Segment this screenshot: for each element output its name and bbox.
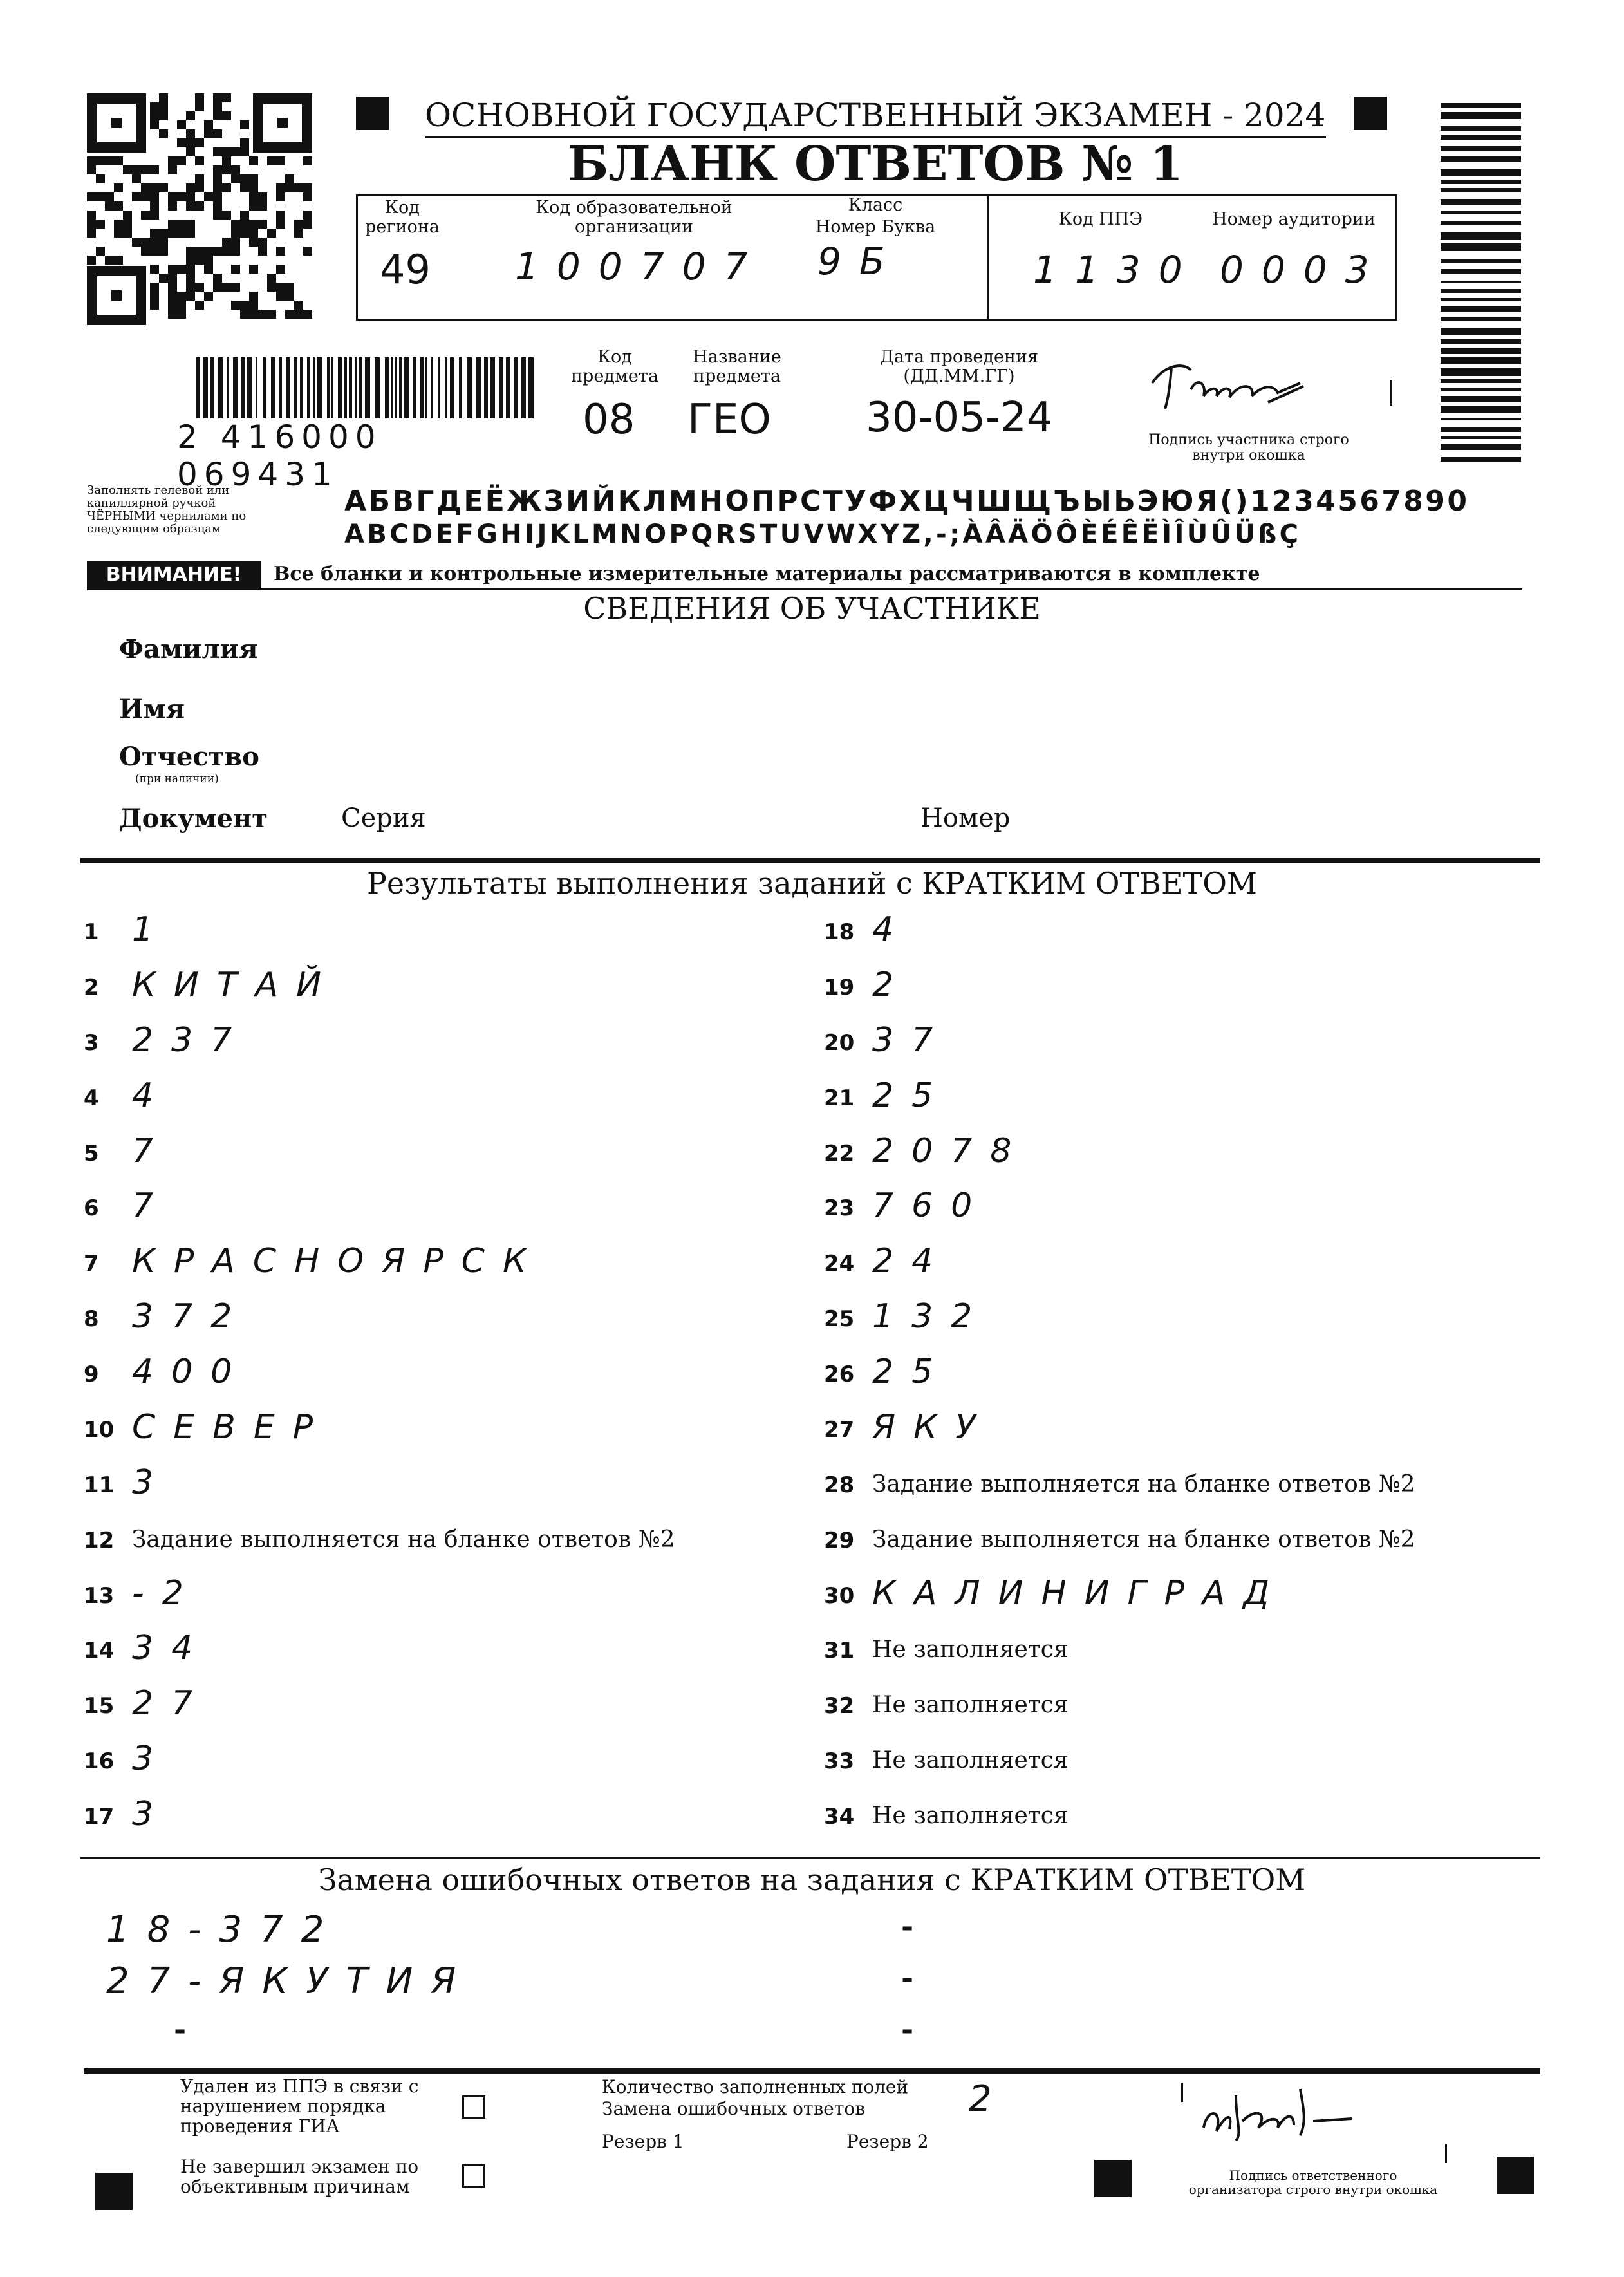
answer-row xyxy=(824,1743,1532,1799)
answer-value[interactable]: 3 xyxy=(132,1795,172,1834)
answer-value[interactable]: 25 xyxy=(872,1353,951,1392)
answer-number: 13 xyxy=(84,1582,115,1609)
incomplete-label: Не завершил экзамен по объективным причинам xyxy=(180,2156,419,2197)
answer-value[interactable]: 2 xyxy=(872,965,912,1004)
section-divider xyxy=(80,858,1540,863)
answer-row xyxy=(84,1795,792,1854)
subject-code-value: 08 xyxy=(583,396,635,444)
replacements-section-title: Замена ошибочных ответов на задания с КРАТКИМ ОТВЕТОМ xyxy=(318,1862,1306,1897)
org-label: Код образовательной организации xyxy=(536,198,733,237)
ppe-label: Код ППЭ xyxy=(1058,209,1143,229)
patronymic-note: (при наличии) xyxy=(135,773,219,785)
answer-value[interactable]: Не заполняется xyxy=(872,1692,1069,1719)
answer-number: 16 xyxy=(84,1748,115,1775)
answer-row xyxy=(824,1131,1532,1191)
answer-row xyxy=(84,1739,792,1799)
replacement-entry[interactable]: - xyxy=(901,1960,914,1995)
answer-number: 31 xyxy=(824,1638,855,1664)
side-barcode xyxy=(1441,103,1521,470)
answer-row xyxy=(824,1407,1532,1467)
answer-row xyxy=(84,1629,792,1688)
organizer-signature-label: Подпись ответственного организатора строго внутри окошка xyxy=(1188,2168,1438,2197)
answer-number: 22 xyxy=(824,1140,855,1167)
participant-signature xyxy=(1146,357,1313,415)
replacement-entry[interactable]: 18-372 xyxy=(106,1909,342,1951)
answer-number: 12 xyxy=(84,1527,115,1553)
answer-value[interactable]: 7 xyxy=(132,1131,172,1170)
replacement-count-value: 2 xyxy=(969,2078,1010,2120)
answer-row xyxy=(824,1020,1532,1080)
ppe-value: 1130 xyxy=(1033,248,1200,292)
answers-right-column xyxy=(824,910,1532,1854)
answer-row xyxy=(824,965,1532,1025)
answers-section-title: Результаты выполнения заданий с КРАТКИМ ОТВЕТОМ xyxy=(366,866,1258,901)
answer-row xyxy=(84,1076,792,1136)
answer-number: 27 xyxy=(824,1416,855,1443)
answer-number: 23 xyxy=(824,1195,855,1222)
answer-number: 32 xyxy=(824,1693,855,1719)
answer-value[interactable]: Задание выполняется на бланке ответов №2 xyxy=(132,1526,675,1553)
signature-label: Подпись участника строго внутри окошка xyxy=(1148,432,1349,464)
answer-number: 18 xyxy=(824,919,855,945)
org-value: 100707 xyxy=(515,245,766,288)
region-label: Код региона xyxy=(365,198,440,237)
answer-number: 20 xyxy=(824,1029,855,1056)
sample-instruction: Заполнять гелевой или капиллярной ручкой ЧЁРНЫМИ чернилами по следующим образцам xyxy=(87,483,247,536)
answer-row xyxy=(824,1523,1532,1578)
answer-value[interactable]: 25 xyxy=(872,1076,951,1115)
answer-row xyxy=(824,1573,1532,1633)
answer-row xyxy=(824,1353,1532,1412)
answer-number: 24 xyxy=(824,1251,855,1277)
answer-row xyxy=(824,1633,1532,1688)
participant-section-title: СВЕДЕНИЯ ОБ УЧАСТНИКЕ xyxy=(583,591,1041,626)
patronymic-label: Отчество xyxy=(119,742,259,772)
class-label: Класс xyxy=(848,195,903,215)
answer-row xyxy=(824,1242,1532,1301)
answer-row xyxy=(84,1684,792,1743)
answer-value[interactable]: 1 xyxy=(132,910,172,949)
replacement-entry[interactable]: - xyxy=(901,2012,914,2047)
answer-value[interactable]: 4 xyxy=(872,910,912,949)
attention-text: Все бланки и контрольные измерительные материалы рассматриваются в комплекте xyxy=(274,563,1260,585)
section-divider xyxy=(80,1857,1540,1859)
answer-number: 26 xyxy=(824,1362,855,1388)
answer-value[interactable]: Задание выполняется на бланке ответов №2 xyxy=(872,1526,1415,1553)
answer-row xyxy=(84,1131,792,1191)
sample-row-1: АБВГДЕЁЖЗИЙКЛМНОПРСТУФХЦЧШЩЪЫЬЭЮЯ()1234567890 xyxy=(344,485,1470,518)
answer-value[interactable]: 37 xyxy=(872,1020,951,1060)
answer-number: 30 xyxy=(824,1582,855,1609)
organizer-signature xyxy=(1197,2083,1410,2153)
replacement-entry[interactable]: - xyxy=(901,1909,914,1944)
answer-value[interactable]: Не заполняется xyxy=(872,1636,1069,1663)
answer-number: 29 xyxy=(824,1527,855,1553)
answer-number: 34 xyxy=(824,1804,855,1830)
answer-row xyxy=(84,1573,792,1633)
answers-left-column xyxy=(84,910,792,1854)
answer-value[interactable]: 237 xyxy=(132,1020,250,1060)
answer-row xyxy=(84,910,792,970)
exam-title: ОСНОВНОЙ ГОСУДАРСТВЕННЫЙ ЭКЗАМЕН - 2024 xyxy=(425,97,1326,138)
answer-row xyxy=(84,1297,792,1356)
answer-value[interactable]: 24 xyxy=(872,1242,951,1281)
answer-row xyxy=(84,1020,792,1080)
answer-value[interactable]: КРАСНОЯРСК xyxy=(132,1242,545,1281)
answer-number: 5 xyxy=(84,1140,99,1167)
answer-row xyxy=(84,1463,792,1523)
surname-label: Фамилия xyxy=(119,634,258,664)
answer-value[interactable]: -2 xyxy=(132,1573,201,1613)
answer-value[interactable]: Не заполняется xyxy=(872,1747,1069,1774)
answer-number: 19 xyxy=(824,974,855,1000)
subject-code-label: Код предмета xyxy=(571,347,658,386)
answer-value[interactable]: 2078 xyxy=(872,1131,1030,1170)
answer-number: 25 xyxy=(824,1306,855,1333)
room-value: 0003 xyxy=(1220,248,1387,292)
answer-number: 17 xyxy=(84,1804,115,1830)
subject-name-value: ГЕО xyxy=(687,396,771,444)
answer-row xyxy=(824,910,1532,970)
name-label: Имя xyxy=(119,694,185,724)
answer-number: 1 xyxy=(84,919,99,945)
answer-value[interactable]: 3 xyxy=(132,1463,172,1502)
answer-value[interactable]: Задание выполняется на бланке ответов №2 xyxy=(872,1470,1415,1497)
answer-number: 3 xyxy=(84,1029,99,1056)
answer-number: 14 xyxy=(84,1638,115,1664)
answer-row xyxy=(84,1353,792,1412)
answer-value[interactable]: ЯКУ xyxy=(872,1407,994,1447)
class-value: 9Б xyxy=(817,239,903,283)
answer-row xyxy=(84,1523,792,1578)
removed-checkbox[interactable] xyxy=(462,2095,485,2119)
reserve-1-label: Резерв 1 xyxy=(602,2131,684,2152)
registration-mark xyxy=(95,2173,133,2210)
answer-row xyxy=(824,1186,1532,1246)
incomplete-checkbox[interactable] xyxy=(462,2164,485,2188)
answer-value[interactable]: КАЛИНИГРАД xyxy=(872,1573,1288,1613)
answer-row xyxy=(84,1242,792,1301)
answer-number: 2 xyxy=(84,974,99,1000)
registration-mark xyxy=(1354,97,1387,130)
answer-value[interactable]: 132 xyxy=(872,1297,991,1336)
number-label: Номер xyxy=(920,803,1011,833)
barcode-number: 2 416000 069431 xyxy=(177,418,550,493)
series-label: Серия xyxy=(341,803,426,833)
answer-row xyxy=(84,1186,792,1246)
answer-value[interactable]: 34 xyxy=(132,1629,211,1668)
answer-value[interactable]: 760 xyxy=(872,1186,991,1226)
registration-mark xyxy=(356,97,389,130)
answer-value[interactable]: СЕВЕР xyxy=(132,1407,331,1447)
answer-number: 15 xyxy=(84,1693,115,1719)
replacement-count-label: Количество заполненных полей Замена ошибочных ответов xyxy=(602,2076,909,2119)
answer-value[interactable]: 7 xyxy=(132,1186,172,1226)
answer-value[interactable]: 4 xyxy=(132,1076,172,1115)
reserve-2-label: Резерв 2 xyxy=(846,2131,929,2152)
answer-number: 10 xyxy=(84,1416,115,1443)
answer-row xyxy=(824,1799,1532,1854)
answer-value[interactable]: 27 xyxy=(132,1684,211,1723)
subject-name-label: Название предмета xyxy=(693,347,781,386)
answer-number: 8 xyxy=(84,1306,99,1333)
answer-number: 7 xyxy=(84,1251,99,1277)
document-label: Документ xyxy=(119,803,268,834)
replacement-entry[interactable]: 27-ЯКУТИЯ xyxy=(106,1960,474,2002)
exam-date-value: 30-05-24 xyxy=(866,394,1053,442)
answer-row xyxy=(824,1688,1532,1743)
qr-code xyxy=(87,93,312,325)
section-divider xyxy=(84,2068,1540,2074)
exam-date-label: Дата проведения (ДД.ММ.ГГ) xyxy=(879,347,1038,386)
removed-label: Удален из ППЭ в связи с нарушением порядка проведения ГИА xyxy=(180,2076,419,2137)
registration-mark xyxy=(1094,2160,1132,2197)
room-label: Номер аудитории xyxy=(1212,209,1376,229)
replacement-entry[interactable]: - xyxy=(174,2012,187,2047)
replacements-right-column xyxy=(901,1909,1094,2063)
sample-row-2: ABCDEFGHIJKLMNOPQRSTUVWXYZ,-;ÀÂÄÖÔÈÉÊËÌÎÙÛÜßÇ xyxy=(344,520,1302,549)
answer-number: 28 xyxy=(824,1472,855,1498)
answer-row xyxy=(824,1297,1532,1356)
replacements-left-column xyxy=(106,1909,750,2063)
class-sub-label: Номер Буква xyxy=(815,217,936,237)
registration-mark xyxy=(1497,2157,1534,2194)
answer-row xyxy=(84,965,792,1025)
attention-badge: ВНИМАНИЕ! xyxy=(87,561,261,588)
answer-row xyxy=(824,1467,1532,1523)
answer-value[interactable]: 372 xyxy=(132,1297,250,1336)
answer-row xyxy=(84,1407,792,1467)
answer-number: 9 xyxy=(84,1362,99,1388)
answer-number: 33 xyxy=(824,1748,855,1775)
form-title: БЛАНК ОТВЕТОВ № 1 xyxy=(568,136,1183,192)
answer-value[interactable]: Не заполняется xyxy=(872,1803,1069,1830)
answer-number: 6 xyxy=(84,1195,99,1222)
answer-number: 4 xyxy=(84,1085,99,1111)
answer-row xyxy=(824,1076,1532,1136)
attention-bar xyxy=(87,561,1522,590)
answer-number: 11 xyxy=(84,1472,115,1498)
answer-value[interactable]: 3 xyxy=(132,1739,172,1779)
region-value: 49 xyxy=(380,246,431,293)
answer-value[interactable]: КИТАЙ xyxy=(132,965,340,1004)
answer-number: 21 xyxy=(824,1085,855,1111)
answer-value[interactable]: 400 xyxy=(132,1353,250,1392)
